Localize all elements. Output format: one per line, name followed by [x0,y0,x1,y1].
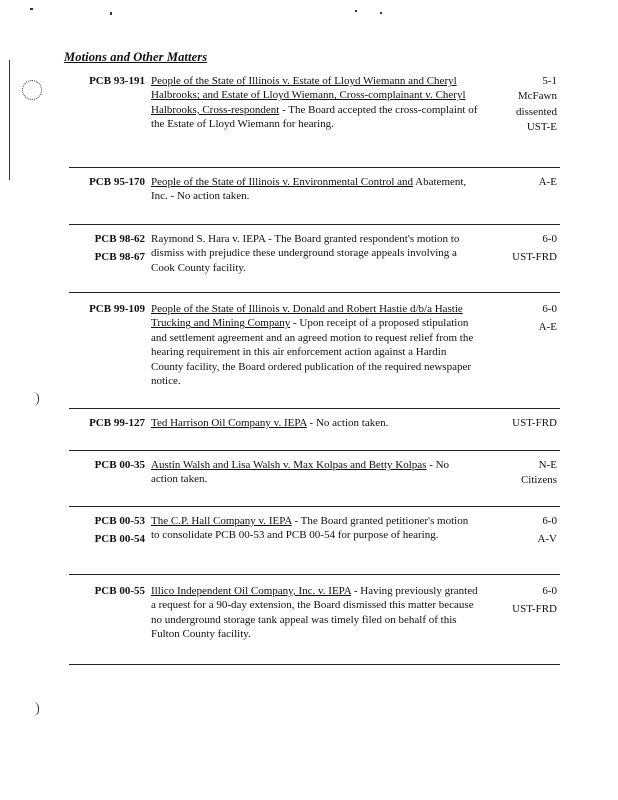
docket-numbers [70,74,145,90]
docket-number: PCB 00-55 [94,585,145,597]
vote-column [485,74,557,136]
case-summary: - No action taken. [151,459,450,486]
docket-numbers [70,458,145,474]
docket-number: PCB 95-170 [89,176,145,188]
vote-tally: 6-0 [542,233,557,245]
case-type: UST-FRD [512,251,557,264]
docket-number: PCB 00-54 [94,533,145,546]
entry-divider [69,664,560,665]
case-type: N-E [538,459,557,471]
vote-tally: 6-0 [542,515,557,527]
section-heading: Motions and Other Matters [64,50,208,64]
case-type: UST-FRD [512,417,557,429]
case-summary: - The Board granted respondent's motion to dismiss with prejudice these underground storage appeals involving a Cook County facility. [151,233,460,274]
scan-speck [380,12,382,14]
docket-number: PCB 99-109 [89,303,145,315]
docket-numbers [70,232,145,267]
case-summary: - Having previously granted a request for a 90-day extension, the Board dismissed this matter because no underground storage tank appeal was timely filed on behalf of this Fulton County facility. [151,585,478,641]
entry-divider [69,292,560,293]
case-title-link[interactable]: People of the State of Illinois v. Environmental Control and [151,176,414,188]
entry-divider [69,450,560,451]
entry-description [151,302,478,388]
case-type: A-V [537,533,557,546]
entry-divider [69,574,560,575]
vote-column [485,458,557,489]
case-title-link[interactable]: The C.P. Hall Company v. IEPA [151,515,292,527]
vote-column [485,232,557,266]
case-summary: - Upon receipt of a proposed stipulation and settlement agreement and an agreed motion to request relief from the hearing requirement in this air enforcement action against a Hardin County facility, the Board ordered publication of the required newspaper notice. [151,317,474,388]
vote-column [485,584,557,618]
entry-description [151,584,478,642]
entry-description [151,175,478,204]
case-title-link[interactable]: Ted Harrison Oil Company v. IEPA [151,417,307,429]
entry-description [151,514,478,543]
entry-description [151,458,478,487]
entry-description [151,232,478,275]
vote-tally: 6-0 [542,585,557,597]
case-title: Raymond S. Hara v. IEPA [151,233,266,245]
case-summary: - No action taken. [306,417,389,429]
entry-divider [69,506,560,507]
docket-number: PCB 99-127 [89,417,145,429]
punch-hole-mark [22,80,42,100]
docket-numbers [70,514,145,549]
scan-bracket-mark [32,702,39,716]
case-type: A-E [538,321,557,334]
case-subtype: Citizens [520,474,557,487]
scan-speck [110,12,112,15]
vote-column [485,514,557,548]
entry-description [151,74,478,132]
case-title-link[interactable]: People of the State of Illinois v. Estate of Lloyd Wiemann and Cheryl Halbrooks; and Estate of Lloyd Wiemann, Cross-complainant v. Cheryl Halbrooks, Cross-respondent [151,75,466,116]
docket-numbers [70,175,145,191]
entry-divider [69,408,560,409]
case-summary: Abatement, Inc. - No action taken. [151,176,467,203]
scan-speck [355,10,357,12]
docket-numbers [70,416,145,432]
vote-tally: 6-0 [542,303,557,315]
vote-column [485,175,557,190]
docket-number: PCB 00-53 [94,515,145,527]
case-summary: - The Board accepted the cross-complaint of the Estate of Lloyd Wiemann for hearing. [151,103,478,131]
entry-description [151,416,478,430]
vote-column [485,416,557,431]
case-title-link[interactable]: People of the State of Illinois v. Donald and Robert Hastie d/b/a Hastie Trucking and Mining Company [151,303,463,330]
entry-divider [69,224,560,225]
case-type: A-E [538,176,557,188]
entry-divider [69,167,560,168]
case-type: UST-FRD [512,603,557,616]
docket-number: PCB 00-35 [94,459,145,471]
docket-number: PCB 93-191 [89,75,145,87]
scan-bracket-mark [32,392,39,406]
docket-number: PCB 98-62 [94,233,145,245]
case-summary: - The Board granted petitioner's motion to consolidate PCB 00-53 and PCB 00-54 for purpose of hearing. [151,515,469,542]
dissent-label: dissented [516,105,557,118]
vote-column [485,302,557,336]
case-type: UST-E [526,121,557,134]
case-title-link[interactable]: Austin Walsh and Lisa Walsh v. Max Kolpas and Betty Kolpas [151,459,427,471]
docket-numbers [70,302,145,318]
case-title-link[interactable]: Illico Independent Oil Company, Inc. v. IEPA [151,585,352,597]
docket-numbers [70,584,145,600]
vote-tally: 5-1 [542,75,557,87]
scan-speck [30,8,33,10]
scan-edge-line [9,60,10,180]
docket-number: PCB 98-67 [94,251,145,264]
dissent-name: McFawn [517,90,557,103]
